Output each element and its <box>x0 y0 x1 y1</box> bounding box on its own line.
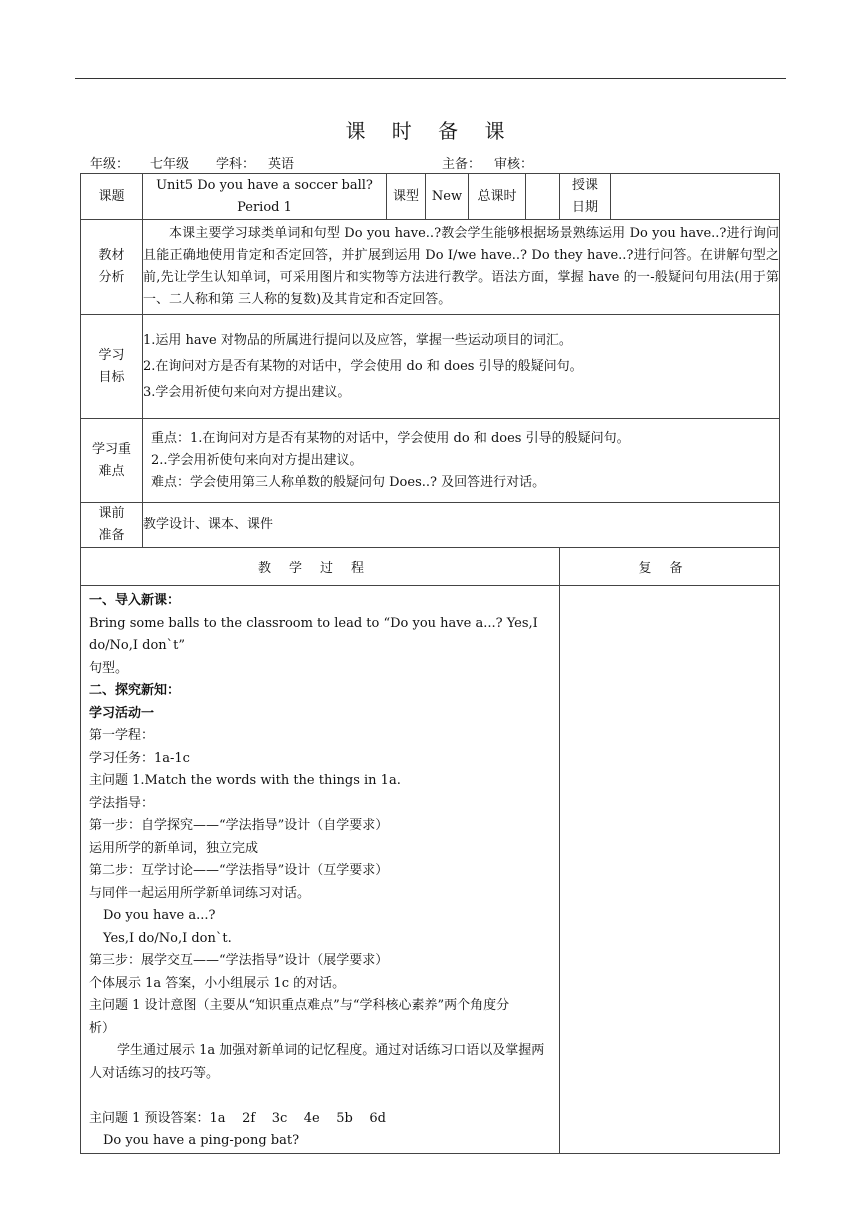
prep-row <box>81 503 780 548</box>
process-line: 主问题 1.Match the words with the things in 1a. <box>89 773 401 788</box>
keypoints-label: 学习重 难点 <box>81 419 143 503</box>
process-line: Bring some balls to the classroom to lead to “Do you have a...? Yes,I do/No,I don`t” <box>89 615 542 653</box>
grade-value: 七年级 <box>150 157 190 172</box>
process-line: 个体展示 1a 答案，小小组展示 1c 的对话。 <box>89 975 346 991</box>
goal-item: 1.运用 have 对物品的所属进行提问以及应答，掌握一些运动项目的词汇。 <box>143 332 572 348</box>
host-label: 主备： <box>442 157 482 172</box>
process-line: 第一步：自学探究——“学法指导”设计（自学要求） <box>89 818 389 833</box>
keypoint-line: 重点：1.在询问对方是否有某物的对话中，学会使用 do 和 does 引导的般疑问句。 <box>151 430 630 446</box>
page-title: 课 时 备 课 <box>345 119 515 143</box>
prep-text: 教学设计、课本、课件 <box>143 503 780 548</box>
type-label: 课型 <box>387 174 426 220</box>
analysis-label: 教材 分析 <box>81 220 143 315</box>
topic-row <box>81 174 780 220</box>
notes-body <box>560 586 780 1154</box>
keypoints-list <box>143 419 780 503</box>
header-rule <box>75 78 786 79</box>
type-value: New <box>426 174 469 220</box>
process-line: Do you have a ping-pong bat? <box>103 1133 300 1148</box>
analysis-text: 本课主要学习球类单词和句型 Do you have..?教会学生能够根据场景熟练运用 Do you have..?进行询问且能正确地使用肯定和否定回答，并扩展到运用 Do I/we have..? Do they have..?进行问答。在讲解句型之前,先让学生认知单词，可采用图片和实物等方法进行教学。语法方面，掌握 have 的一-般疑问句用法(用于第一、二人称和第 三人称的复数)及其肯定和否定回答。 <box>143 220 780 315</box>
goals-list <box>143 315 780 419</box>
process-line: 第一学程： <box>89 728 155 743</box>
process-line: 主问题 1 预设答案：1a 2f 3c 4e 5b 6d <box>89 1110 386 1126</box>
total-hours-label: 总课时 <box>469 174 526 220</box>
blank-line <box>89 1085 551 1108</box>
section-heading: 二、探究新知： <box>89 683 181 698</box>
keypoint-line: 2..学会用祈使句来向对方提出建议。 <box>151 452 363 468</box>
date-label: 授课 日期 <box>560 174 611 220</box>
process-line: 与同伴一起运用所学新单词练习对话。 <box>89 885 311 901</box>
process-line: 析） <box>89 1020 116 1036</box>
subject-label: 学科： <box>216 157 256 172</box>
prep-label: 课前 准备 <box>81 503 143 548</box>
analysis-row <box>81 220 780 315</box>
process-line: 句型。 <box>89 660 129 676</box>
keypoint-line: 难点：学会使用第三人称单数的般疑问句 Does..? 及回答进行对话。 <box>151 474 546 490</box>
process-header-row <box>81 548 780 586</box>
process-line: Yes,I do/No,I don`t. <box>103 930 232 946</box>
subject-value: 英语 <box>268 157 295 172</box>
review-label: 审核： <box>494 157 534 172</box>
process-line: Do you have a...? <box>103 908 216 923</box>
process-header: 教学过程 <box>81 548 560 586</box>
meta-line <box>90 153 533 172</box>
process-line: 学生通过展示 1a 加强对新单词的记忆程度。通过对话练习口语以及掌握两 <box>117 1043 545 1058</box>
topic-value: Unit5 Do you have a soccer ball? Period 1 <box>143 174 387 220</box>
process-line: 学法指导： <box>89 795 155 811</box>
process-line: 运用所学的新单词，独立完成 <box>89 840 259 856</box>
process-body-row <box>81 586 780 1154</box>
section-heading: 一、导入新课： <box>89 593 181 608</box>
process-line: 第二步：互学讨论——“学法指导”设计（互学要求） <box>89 863 389 878</box>
lesson-table <box>80 173 780 1154</box>
topic-label: 课题 <box>81 174 143 220</box>
process-line: 主问题 1 设计意图（主要从“知识重点难点”与“学科核心素养”两个角度分 <box>89 998 510 1013</box>
process-line: 人对话练习的技巧等。 <box>89 1065 220 1081</box>
goal-item: 3.学会用祈使句来向对方提出建议。 <box>143 384 351 400</box>
goals-row <box>81 315 780 419</box>
goal-item: 2.在询问对方是否有某物的对话中，学会使用 do 和 does 引导的般疑问句。 <box>143 358 583 374</box>
goals-label: 学习 目标 <box>81 315 143 419</box>
activity-heading: 学习活动一 <box>89 705 155 721</box>
process-line: 学习任务：1a-1c <box>89 750 190 766</box>
date-value <box>611 174 780 220</box>
total-hours-value <box>526 174 560 220</box>
notes-header: 复备 <box>560 548 780 586</box>
process-line: 第三步：展学交互——“学法指导”设计（展学要求） <box>89 953 389 968</box>
process-body <box>81 586 560 1154</box>
keypoints-row <box>81 419 780 503</box>
grade-label: 年级： <box>90 157 130 172</box>
